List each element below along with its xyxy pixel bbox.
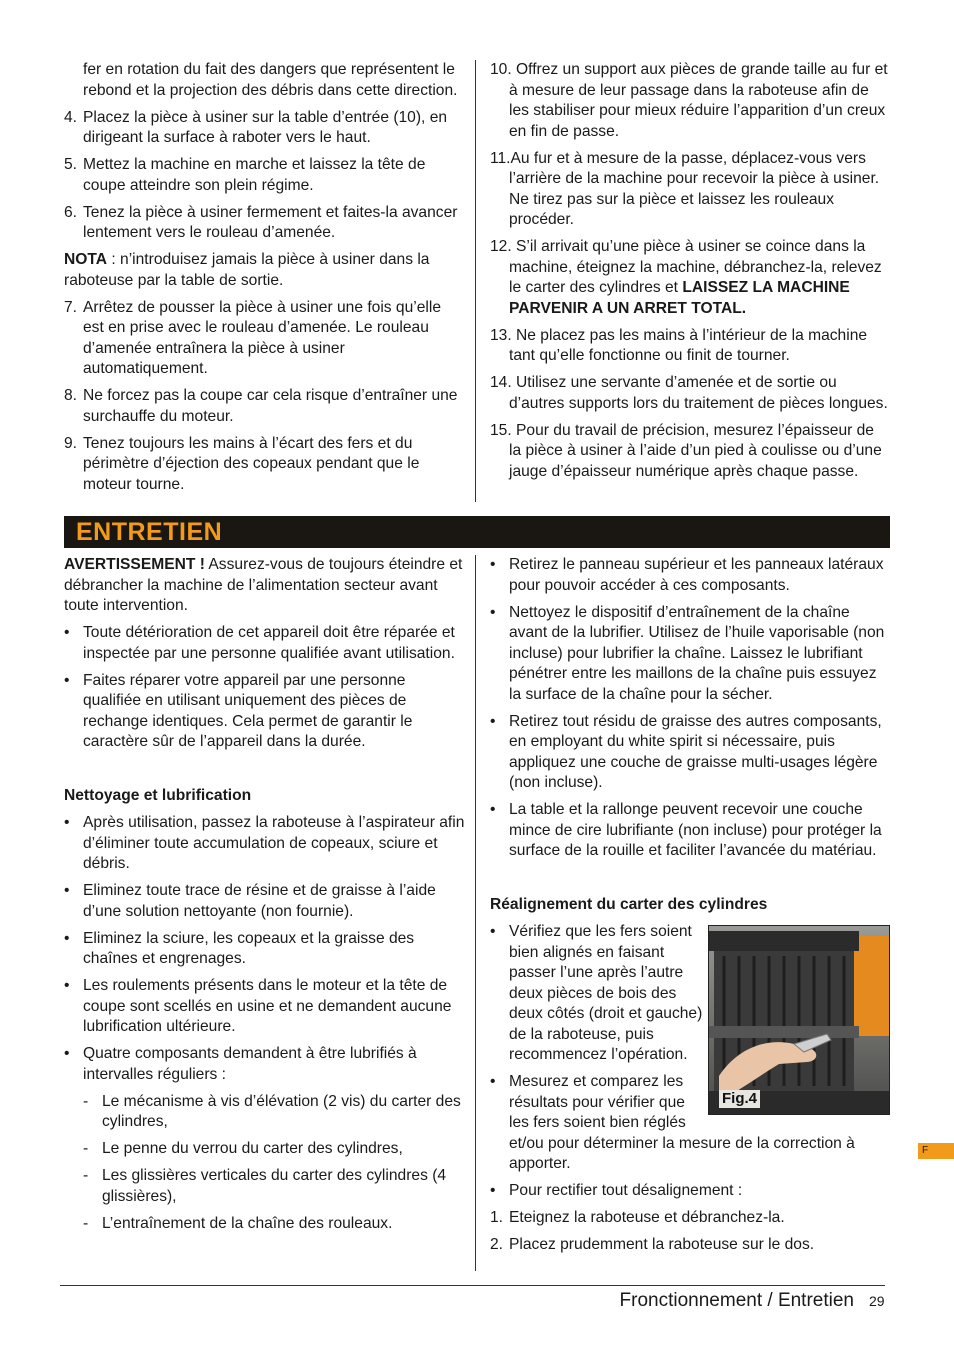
dash-item: - Le penne du verrou du carter des cylindres, xyxy=(83,1140,403,1157)
section-heading: ENTRETIEN xyxy=(76,518,223,546)
language-tab: F xyxy=(918,1143,954,1159)
dash-item: - Le mécanisme à vis d’élévation (2 vis) du carter des cylindres, xyxy=(83,1092,461,1130)
step-13: 13. Ne placez pas les mains à l’intérieur de la machine tant qu’elle fonctionne ou finit de tourner. xyxy=(490,326,868,364)
section-heading-bar xyxy=(64,516,890,548)
bullet-item: • Nettoyez le dispositif d’entraînement de la chaîne avant de la lubrifier. Utilisez de l’huile vaporisable (non incluse) pour lubrifier la chaîne. Laissez le lubrifiant pénétrer entre les maillons de la chaîne puis essuyez la surface de la chaîne pour la sécher. xyxy=(490,603,885,703)
bullet-item: • Les roulements présents dans le moteur et la tête de coupe sont scellés en usine et ne demandent aucune lubrification ultérieure. xyxy=(64,977,452,1035)
bullet-item: • Quatre composants demandent à être lubrifiés à intervalles réguliers : xyxy=(64,1045,417,1083)
list-item: 9. Tenez toujours les mains à l’écart des fers et du périmètre d’éjection des copeaux pendant que le moteur tourne. xyxy=(64,434,420,493)
warning-paragraph: AVERTISSEMENT ! Assurez-vous de toujours éteindre et débrancher la machine de l’alimentation secteur avant toute intervention. xyxy=(64,556,463,614)
figure-label: Fig.4 xyxy=(719,1090,760,1108)
list-item: 6. Tenez la pièce à usiner fermement et faites-la avancer lentement vers le rouleau d’amenée. xyxy=(64,203,458,241)
figure-photo xyxy=(708,925,890,1115)
bullet-item: • Pour rectifier tout désalignement : xyxy=(490,1182,743,1199)
step-12-warning: LAISSEZ LA MACHINE PARVENIR A UN ARRET TOTAL. xyxy=(509,279,850,317)
bullet-item: • Toute détérioration de cet appareil doit être réparée et inspectée par une personne qualifiée avant utilisation. xyxy=(64,624,455,662)
dash-item: - L’entraînement de la chaîne des rouleaux. xyxy=(83,1214,393,1232)
bottom-left-column xyxy=(64,555,466,1241)
bullet-item: • Après utilisation, passez la raboteuse à l’aspirateur afin d’éliminer toute accumulation de copeaux, sciure et débris. xyxy=(64,814,465,872)
step-10: 10. Offrez un support aux pièces de grande taille au fur et à mesure de leur passage dans la raboteuse afin de les stabiliser pour mieux réduire l’apparition d’un creux en fin de passe. xyxy=(490,61,888,140)
top-right-column xyxy=(490,60,890,489)
nota-paragraph: NOTA : n’introduisez jamais la pièce à usiner dans la raboteuse par la table de sortie. xyxy=(64,251,430,289)
bullet-item: • Eliminez toute trace de résine et de graisse à l’aide d’une solution nettoyante (non fournie). xyxy=(64,882,436,920)
list-item: 4. Placez la pièce à usiner sur la table d’entrée (10), en dirigeant la surface à raboter vers le haut. xyxy=(64,108,448,146)
list-item: 5. Mettez la machine en marche et laissez la tête de coupe atteindre son plein régime. xyxy=(64,156,426,194)
step-11: 11.Au fur et à mesure de la passe, déplacez-vous vers l’arrière de la machine pour recevoir la pièce à usiner. Ne tirez pas sur la pièce et laissez les rouleaux procéder. xyxy=(490,149,880,228)
bullet-item: • Vérifiez que les fers soient bien alignés en faisant passer l’une après l’autre deux pièces de bois des deux côtés (droit et gauche) de la raboteuse, puis recommencez l’opération. xyxy=(490,923,703,1063)
step-14: 14. Utilisez une servante d’amenée et de sortie ou d’autres supports lors du traitement de pièces longues. xyxy=(490,374,888,412)
step-12: 12. S’il arrivait qu’une pièce à usiner se coince dans la machine, éteignez la machine, débranchez-la, relevez le carter des cylindres et LAISSEZ LA MACHINE PARVENIR A UN ARRET TOTAL. xyxy=(490,238,882,317)
bullet-item: • Eliminez la sciure, les copeaux et la graisse des chaînes et engrenages. xyxy=(64,929,415,967)
page-number: 29 xyxy=(869,1293,885,1309)
planer-photo-illustration xyxy=(709,926,889,1114)
column-divider-bottom xyxy=(475,555,476,1271)
list-item: 8. Ne forcez pas la coupe car cela risque d’entraîner une surchauffe du moteur. xyxy=(64,387,458,425)
footer-rule xyxy=(60,1285,885,1286)
bullet-item: • Retirez tout résidu de graisse des autres composants, en employant du white spirit si nécessaire, puis appliquez une couche de graisse multi-usages légère (non incluse). xyxy=(490,712,882,791)
bullet-item: • Faites réparer votre appareil par une personne qualifiée en utilisant uniquement des pièces de rechange identiques. Cela permet de garantir le caractère sûr de l’appareil dans la durée. xyxy=(64,671,413,750)
subheading-realignment: Réalignement du carter des cylindres xyxy=(490,896,768,913)
top-left-column xyxy=(64,60,466,502)
nota-label: NOTA xyxy=(64,251,108,268)
list-item: 2. Placez prudemment la raboteuse sur le dos. xyxy=(490,1236,815,1253)
list-item: 7. Arrêtez de pousser la pièce à usiner une fois qu’elle est en prise avec le rouleau d’amenée. Le rouleau d’amenée entraînera la pièce à usiner automatiquement. xyxy=(64,298,442,377)
subheading-cleaning: Nettoyage et lubrification xyxy=(64,787,252,804)
warning-label: AVERTISSEMENT ! xyxy=(64,556,205,573)
bullet-item: • Mesurez et comparez les résultats pour vérifier que les fers soient bien réglés et/ou pour déterminer la mesure de la correction à apporter. xyxy=(490,1073,855,1172)
footer-title: Fronctionnement / Entretien xyxy=(619,1290,854,1311)
step-15: 15. Pour du travail de précision, mesurez l’épaisseur de la pièce à usiner à l’aide d’un pied à coulisse ou d’une jauge d’épaisseur numérique après chaque passe. xyxy=(490,421,882,480)
continuation-text: fer en rotation du fait des dangers que représentent le rebond et la projection des débris dans cette direction. xyxy=(83,61,458,99)
list-item: 1. Eteignez la raboteuse et débranchez-la. xyxy=(490,1209,785,1226)
bottom-right-column xyxy=(490,555,890,1262)
dash-item: - Les glissières verticales du carter des cylindres (4 glissières), xyxy=(83,1167,447,1205)
bullet-item: • Retirez le panneau supérieur et les panneaux latéraux pour pouvoir accéder à ces composants. xyxy=(490,556,884,594)
column-divider-top xyxy=(475,60,476,502)
bullet-item: • La table et la rallonge peuvent recevoir une couche mince de cire lubrifiante (non incluse) pour protéger la surface de la rouille et faciliter l’avancée du matériau. xyxy=(490,801,882,859)
